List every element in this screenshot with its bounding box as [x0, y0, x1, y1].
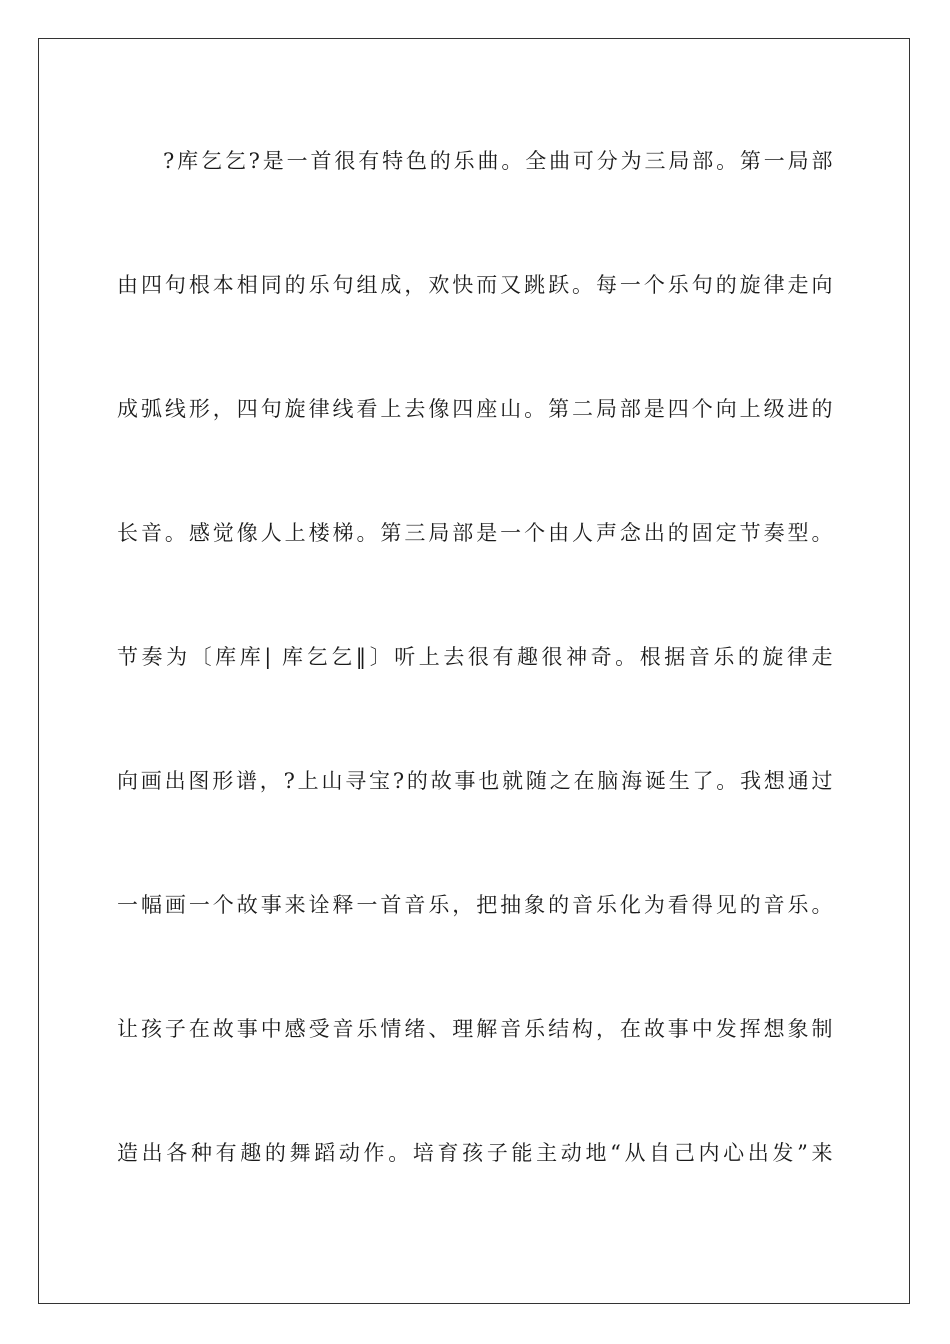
text-line: 成弧线形，四句旋律线看上去像四座山。第二局部是四个向上级进的: [117, 397, 833, 421]
text-line: 节奏为〔库库| 库乞乞‖〕听上去很有趣很神奇。根据音乐的旋律走: [117, 645, 833, 669]
text-line: 一幅画一个故事来诠释一首音乐，把抽象的音乐化为看得见的音乐。: [117, 893, 833, 917]
text-line: 向画出图形谱，?上山寻宝?的故事也就随之在脑海诞生了。我想通过: [117, 769, 833, 793]
text-line: ?库乞乞?是一首很有特色的乐曲。全曲可分为三局部。第一局部: [163, 149, 833, 173]
text-line: 造出各种有趣的舞蹈动作。培育孩子能主动地“从自己内心出发”来: [117, 1141, 833, 1165]
text-line: 让孩子在故事中感受音乐情绪、理解音乐结构，在故事中发挥想象制: [117, 1017, 833, 1041]
text-line: 长音。感觉像人上楼梯。第三局部是一个由人声念出的固定节奏型。: [117, 521, 833, 545]
body-paragraph: [117, 130, 833, 1246]
text-line: 由四句根本相同的乐句组成，欢快而又跳跃。每一个乐句的旋律走向: [117, 273, 833, 297]
